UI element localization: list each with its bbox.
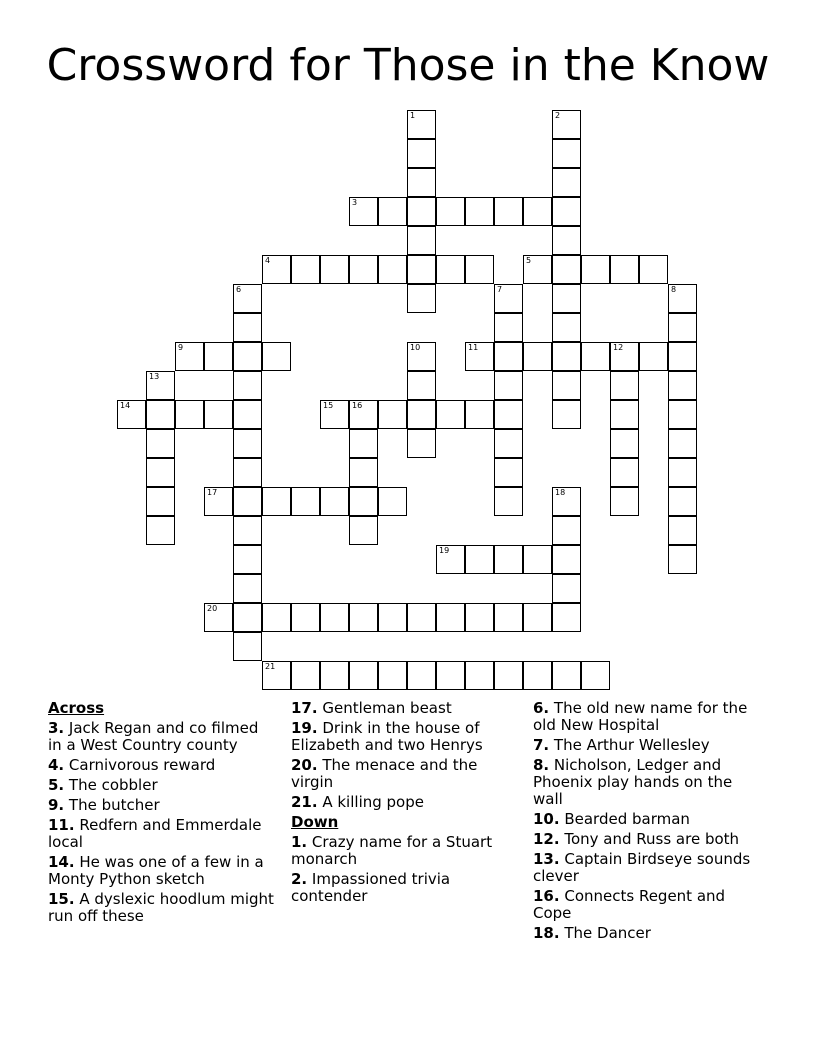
grid-cell[interactable] bbox=[349, 197, 378, 226]
grid-cell[interactable] bbox=[581, 342, 610, 371]
grid-cell[interactable] bbox=[552, 400, 581, 429]
grid-cell[interactable] bbox=[639, 255, 668, 284]
clue-number-label: 8 bbox=[671, 285, 677, 294]
grid-cell[interactable] bbox=[610, 400, 639, 429]
clue-text: A dyslexic hoodlum might run off these bbox=[48, 890, 274, 925]
grid-cell[interactable] bbox=[233, 284, 262, 313]
grid-cell[interactable] bbox=[146, 487, 175, 516]
clue-number-label: 10 bbox=[410, 343, 421, 352]
across-clue bbox=[48, 797, 276, 814]
grid-cell[interactable] bbox=[552, 110, 581, 139]
grid-cell[interactable] bbox=[117, 400, 146, 429]
grid-cell[interactable] bbox=[320, 487, 349, 516]
grid-cell[interactable] bbox=[639, 342, 668, 371]
down-clue bbox=[291, 834, 511, 868]
clue-text: Jack Regan and co filmed in a West Country county bbox=[48, 719, 259, 754]
clue-number-label: 7 bbox=[497, 285, 503, 294]
grid-cell[interactable] bbox=[552, 284, 581, 313]
grid-cell[interactable] bbox=[378, 255, 407, 284]
clue-number-label: 18 bbox=[555, 488, 566, 497]
grid-cell[interactable] bbox=[407, 342, 436, 371]
grid-cell[interactable] bbox=[233, 545, 262, 574]
grid-cell[interactable] bbox=[436, 661, 465, 690]
grid-cell[interactable] bbox=[465, 661, 494, 690]
grid-cell[interactable] bbox=[407, 255, 436, 284]
down-clue bbox=[533, 925, 758, 942]
grid-cell[interactable] bbox=[175, 342, 204, 371]
grid-cell[interactable] bbox=[407, 139, 436, 168]
clue-number-label: 15 bbox=[323, 401, 334, 410]
grid-cell[interactable] bbox=[378, 661, 407, 690]
clue-text: A killing pope bbox=[317, 793, 424, 811]
clue-number: 7. bbox=[533, 736, 550, 754]
grid-cell[interactable] bbox=[436, 400, 465, 429]
grid-cell[interactable] bbox=[465, 400, 494, 429]
clue-column-2 bbox=[291, 700, 511, 908]
grid-cell[interactable] bbox=[175, 400, 204, 429]
across-clue bbox=[48, 817, 276, 851]
grid-cell[interactable] bbox=[610, 371, 639, 400]
grid-cell[interactable] bbox=[436, 255, 465, 284]
page-title: Crossword for Those in the Know bbox=[46, 40, 770, 91]
grid-cell[interactable] bbox=[523, 197, 552, 226]
grid-cell[interactable] bbox=[320, 661, 349, 690]
grid-cell[interactable] bbox=[552, 487, 581, 516]
clue-number: 8. bbox=[533, 756, 550, 774]
grid-cell[interactable] bbox=[668, 400, 697, 429]
clue-text: The menace and the virgin bbox=[291, 756, 478, 791]
clue-text: The Dancer bbox=[559, 924, 651, 942]
grid-cell[interactable] bbox=[610, 487, 639, 516]
grid-cell[interactable] bbox=[349, 255, 378, 284]
grid-cell[interactable] bbox=[407, 429, 436, 458]
down-clue bbox=[533, 757, 758, 808]
grid-cell[interactable] bbox=[146, 371, 175, 400]
across-clue bbox=[291, 757, 511, 791]
grid-cell[interactable] bbox=[552, 574, 581, 603]
clue-text: The butcher bbox=[64, 796, 160, 814]
grid-cell[interactable] bbox=[320, 255, 349, 284]
clue-number: 19. bbox=[291, 719, 318, 737]
grid-cell[interactable] bbox=[465, 342, 494, 371]
grid-cell[interactable] bbox=[552, 197, 581, 226]
clue-text: Drink in the house of Elizabeth and two Henrys bbox=[291, 719, 483, 754]
grid-cell[interactable] bbox=[523, 255, 552, 284]
grid-cell[interactable] bbox=[494, 487, 523, 516]
grid-cell[interactable] bbox=[494, 342, 523, 371]
clue-number-label: 17 bbox=[207, 488, 218, 497]
clue-text: Carnivorous reward bbox=[64, 756, 216, 774]
grid-cell[interactable] bbox=[494, 284, 523, 313]
clue-text: Captain Birdseye sounds clever bbox=[533, 850, 751, 885]
grid-cell[interactable] bbox=[407, 400, 436, 429]
grid-cell[interactable] bbox=[291, 603, 320, 632]
clue-text: Redfern and Emmerdale local bbox=[48, 816, 262, 851]
grid-cell[interactable] bbox=[233, 400, 262, 429]
clue-number-label: 9 bbox=[178, 343, 184, 352]
grid-cell[interactable] bbox=[233, 371, 262, 400]
grid-cell[interactable] bbox=[349, 400, 378, 429]
clue-number-label: 19 bbox=[439, 546, 450, 555]
grid-cell[interactable] bbox=[668, 487, 697, 516]
clue-number: 16. bbox=[533, 887, 560, 905]
clue-number: 10. bbox=[533, 810, 560, 828]
grid-cell[interactable] bbox=[552, 139, 581, 168]
grid-cell[interactable] bbox=[436, 545, 465, 574]
grid-cell[interactable] bbox=[552, 255, 581, 284]
grid-cell[interactable] bbox=[204, 400, 233, 429]
clue-number: 15. bbox=[48, 890, 75, 908]
grid-cell[interactable] bbox=[146, 516, 175, 545]
grid-cell[interactable] bbox=[204, 342, 233, 371]
grid-cell[interactable] bbox=[523, 661, 552, 690]
clue-number-label: 14 bbox=[120, 401, 131, 410]
grid-cell[interactable] bbox=[378, 603, 407, 632]
grid-cell[interactable] bbox=[233, 458, 262, 487]
grid-cell[interactable] bbox=[233, 487, 262, 516]
clue-text: He was one of a few in a Monty Python sketch bbox=[48, 853, 264, 888]
grid-cell[interactable] bbox=[233, 313, 262, 342]
down-clue bbox=[533, 811, 758, 828]
grid-cell[interactable] bbox=[523, 545, 552, 574]
grid-cell[interactable] bbox=[349, 661, 378, 690]
clue-number-label: 12 bbox=[613, 343, 624, 352]
grid-cell[interactable] bbox=[407, 603, 436, 632]
grid-cell[interactable] bbox=[407, 226, 436, 255]
grid-cell[interactable] bbox=[610, 342, 639, 371]
clue-column-3 bbox=[533, 700, 758, 945]
grid-cell[interactable] bbox=[494, 371, 523, 400]
grid-cell[interactable] bbox=[552, 342, 581, 371]
grid-cell[interactable] bbox=[465, 545, 494, 574]
across-clue bbox=[291, 700, 511, 717]
down-clue bbox=[533, 700, 758, 734]
grid-cell[interactable] bbox=[668, 545, 697, 574]
grid-cell[interactable] bbox=[349, 429, 378, 458]
grid-cell[interactable] bbox=[291, 661, 320, 690]
clue-text: Gentleman beast bbox=[317, 699, 452, 717]
clue-number-label: 11 bbox=[468, 343, 479, 352]
grid-cell[interactable] bbox=[407, 168, 436, 197]
grid-cell[interactable] bbox=[610, 255, 639, 284]
grid-cell[interactable] bbox=[668, 429, 697, 458]
grid-cell[interactable] bbox=[552, 516, 581, 545]
grid-cell[interactable] bbox=[407, 197, 436, 226]
grid-cell[interactable] bbox=[668, 342, 697, 371]
grid-cell[interactable] bbox=[378, 487, 407, 516]
grid-cell[interactable] bbox=[494, 458, 523, 487]
clue-number: 1. bbox=[291, 833, 308, 851]
grid-cell[interactable] bbox=[465, 255, 494, 284]
clue-number-label: 13 bbox=[149, 372, 160, 381]
grid-cell[interactable] bbox=[146, 458, 175, 487]
grid-cell[interactable] bbox=[146, 400, 175, 429]
grid-cell[interactable] bbox=[552, 168, 581, 197]
clue-number-label: 21 bbox=[265, 662, 276, 671]
grid-cell[interactable] bbox=[523, 342, 552, 371]
grid-cell[interactable] bbox=[494, 313, 523, 342]
grid-cell[interactable] bbox=[349, 516, 378, 545]
clue-number-label: 16 bbox=[352, 401, 363, 410]
down-clue bbox=[533, 831, 758, 848]
clue-number: 4. bbox=[48, 756, 65, 774]
grid-cell[interactable] bbox=[349, 458, 378, 487]
down-clue bbox=[533, 888, 758, 922]
grid-cell[interactable] bbox=[204, 487, 233, 516]
grid-cell[interactable] bbox=[552, 226, 581, 255]
down-clue bbox=[533, 851, 758, 885]
grid-cell[interactable] bbox=[581, 661, 610, 690]
grid-cell[interactable] bbox=[233, 429, 262, 458]
grid-cell[interactable] bbox=[378, 400, 407, 429]
grid-cell[interactable] bbox=[494, 545, 523, 574]
clue-number: 2. bbox=[291, 870, 308, 888]
grid-cell[interactable] bbox=[668, 516, 697, 545]
grid-cell[interactable] bbox=[668, 371, 697, 400]
grid-cell[interactable] bbox=[291, 487, 320, 516]
grid-cell[interactable] bbox=[552, 661, 581, 690]
grid-cell[interactable] bbox=[552, 603, 581, 632]
clue-number: 11. bbox=[48, 816, 75, 834]
grid-cell[interactable] bbox=[291, 255, 320, 284]
clue-text: Crazy name for a Stuart monarch bbox=[291, 833, 493, 868]
clue-number-label: 3 bbox=[352, 198, 358, 207]
grid-cell[interactable] bbox=[668, 458, 697, 487]
clue-text: The Arthur Wellesley bbox=[549, 736, 710, 754]
clue-number: 6. bbox=[533, 699, 550, 717]
clue-text: Tony and Russ are both bbox=[559, 830, 740, 848]
grid-cell[interactable] bbox=[407, 371, 436, 400]
clue-number: 17. bbox=[291, 699, 318, 717]
grid-cell[interactable] bbox=[262, 255, 291, 284]
grid-cell[interactable] bbox=[262, 487, 291, 516]
grid-cell[interactable] bbox=[465, 197, 494, 226]
grid-cell[interactable] bbox=[668, 313, 697, 342]
clue-text: Impassioned trivia contender bbox=[291, 870, 451, 905]
clue-number-label: 2 bbox=[555, 111, 561, 120]
grid-cell[interactable] bbox=[436, 603, 465, 632]
clue-number: 21. bbox=[291, 793, 318, 811]
grid-cell[interactable] bbox=[552, 545, 581, 574]
clue-number-label: 5 bbox=[526, 256, 532, 265]
grid-cell[interactable] bbox=[436, 197, 465, 226]
clue-text: The old new name for the old New Hospital bbox=[533, 699, 748, 734]
grid-cell[interactable] bbox=[320, 603, 349, 632]
across-clue bbox=[291, 720, 511, 754]
grid-cell[interactable] bbox=[233, 342, 262, 371]
grid-cell[interactable] bbox=[494, 603, 523, 632]
down-clue bbox=[533, 737, 758, 754]
grid-cell[interactable] bbox=[407, 284, 436, 313]
across-clue bbox=[48, 720, 276, 754]
across-clue bbox=[48, 854, 276, 888]
grid-cell[interactable] bbox=[262, 342, 291, 371]
grid-cell[interactable] bbox=[262, 661, 291, 690]
across-clue bbox=[291, 794, 511, 811]
clue-number: 20. bbox=[291, 756, 318, 774]
down-header: Down bbox=[291, 813, 339, 831]
clue-text: Connects Regent and Cope bbox=[533, 887, 726, 922]
grid-cell[interactable] bbox=[349, 603, 378, 632]
grid-cell[interactable] bbox=[610, 458, 639, 487]
clue-number: 3. bbox=[48, 719, 65, 737]
clue-column-1 bbox=[48, 700, 276, 928]
clue-number: 14. bbox=[48, 853, 75, 871]
grid-cell[interactable] bbox=[233, 574, 262, 603]
grid-cell[interactable] bbox=[233, 516, 262, 545]
grid-cell[interactable] bbox=[233, 603, 262, 632]
clue-number-label: 1 bbox=[410, 111, 416, 120]
grid-cell[interactable] bbox=[494, 429, 523, 458]
grid-cell[interactable] bbox=[146, 429, 175, 458]
grid-cell[interactable] bbox=[610, 429, 639, 458]
grid-cell[interactable] bbox=[233, 632, 262, 661]
clue-text: The cobbler bbox=[64, 776, 158, 794]
grid-cell[interactable] bbox=[552, 371, 581, 400]
clue-number: 13. bbox=[533, 850, 560, 868]
clue-number: 9. bbox=[48, 796, 65, 814]
down-clue bbox=[291, 871, 511, 905]
clue-number: 18. bbox=[533, 924, 560, 942]
grid-cell[interactable] bbox=[581, 255, 610, 284]
clue-number: 5. bbox=[48, 776, 65, 794]
grid-cell[interactable] bbox=[320, 400, 349, 429]
grid-cell[interactable] bbox=[407, 110, 436, 139]
clue-number-label: 4 bbox=[265, 256, 271, 265]
clue-number-label: 20 bbox=[207, 604, 218, 613]
grid-cell[interactable] bbox=[552, 313, 581, 342]
grid-cell[interactable] bbox=[378, 197, 407, 226]
across-clue bbox=[48, 891, 276, 925]
grid-cell[interactable] bbox=[494, 197, 523, 226]
clue-text: Nicholson, Ledger and Phoenix play hands on the wall bbox=[533, 756, 733, 808]
across-clue bbox=[48, 757, 276, 774]
clue-number: 12. bbox=[533, 830, 560, 848]
grid-cell[interactable] bbox=[407, 661, 436, 690]
grid-cell[interactable] bbox=[668, 284, 697, 313]
grid-cell[interactable] bbox=[349, 487, 378, 516]
clue-number-label: 6 bbox=[236, 285, 242, 294]
across-header: Across bbox=[48, 699, 105, 717]
across-clue bbox=[48, 777, 276, 794]
grid-cell[interactable] bbox=[204, 603, 233, 632]
clue-text: Bearded barman bbox=[559, 810, 690, 828]
grid-cell[interactable] bbox=[262, 603, 291, 632]
grid-cell[interactable] bbox=[494, 400, 523, 429]
grid-cell[interactable] bbox=[494, 661, 523, 690]
grid-cell[interactable] bbox=[523, 603, 552, 632]
grid-cell[interactable] bbox=[465, 603, 494, 632]
